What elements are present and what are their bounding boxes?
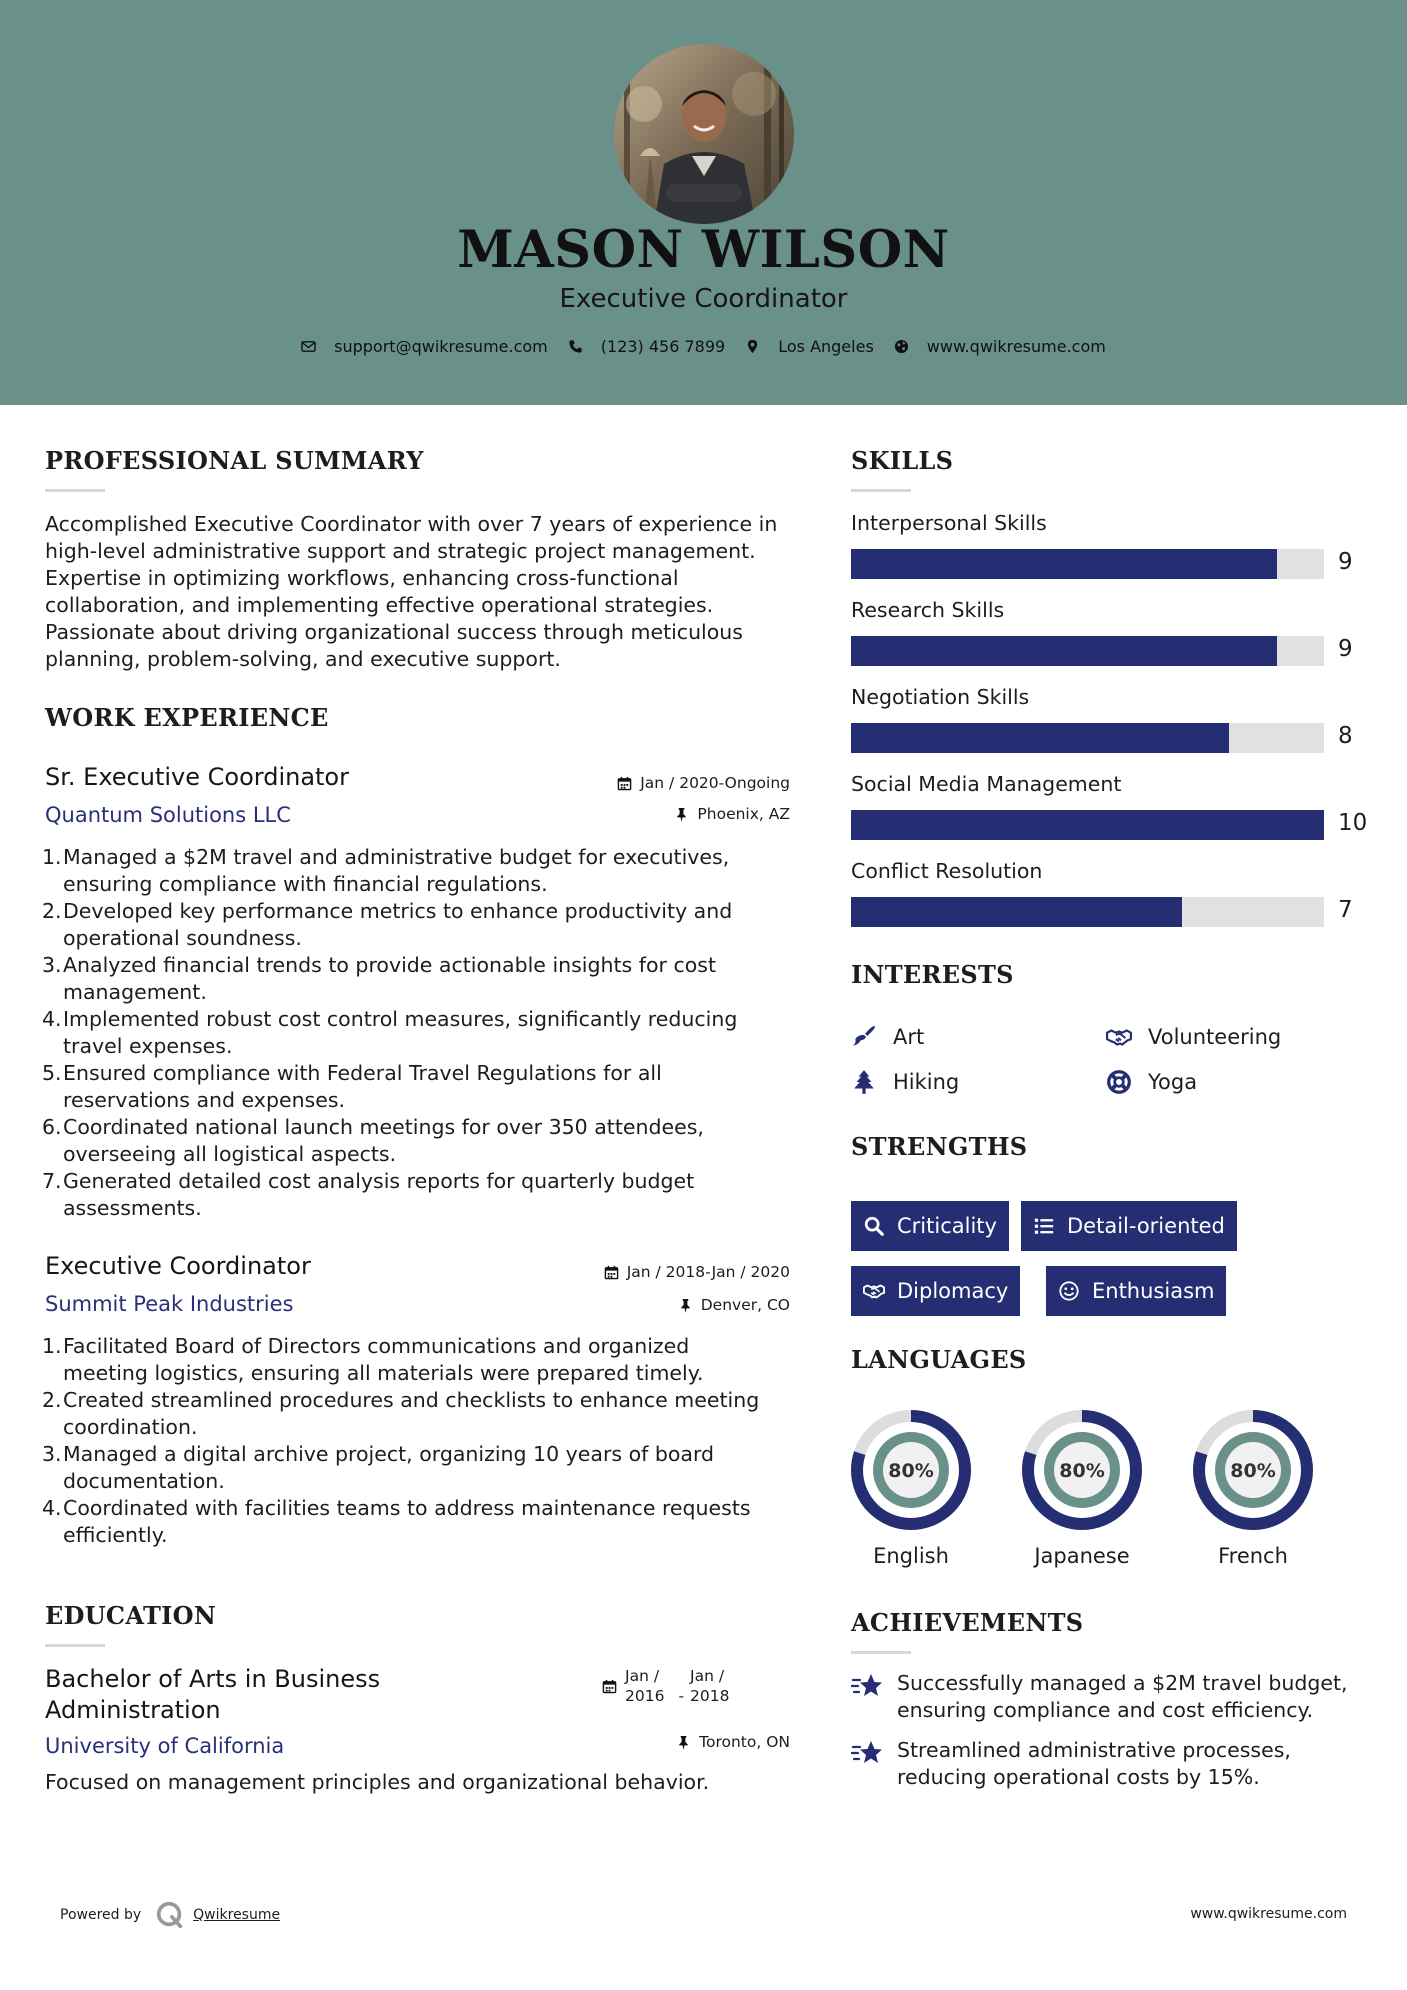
map-pin-icon bbox=[745, 339, 760, 354]
skill-value: 10 bbox=[1338, 810, 1368, 836]
summary-line: collaboration, and implementing effective operational strategies. bbox=[45, 593, 714, 617]
job-company: Quantum Solutions LLC bbox=[45, 803, 291, 827]
language-name: Japanese bbox=[1034, 1544, 1130, 1568]
list-line: management. bbox=[63, 980, 207, 1004]
education-location-text: Toronto, ON bbox=[699, 1733, 790, 1751]
strength-chip-criticality bbox=[851, 1201, 1009, 1251]
date-line: 2016 bbox=[625, 1687, 665, 1705]
summary-line: planning, problem-solving, and executive support. bbox=[45, 647, 561, 671]
contact-row bbox=[0, 337, 1407, 356]
degree-line: Administration bbox=[45, 1696, 221, 1724]
handshake-icon bbox=[1106, 1024, 1132, 1050]
achievements-divider bbox=[851, 1651, 911, 1654]
job-company: Summit Peak Industries bbox=[45, 1292, 294, 1316]
interest-yoga bbox=[1106, 1069, 1197, 1095]
skill-bar-fill bbox=[851, 636, 1277, 666]
list-line: Ensured compliance with Federal Travel Regulations for all bbox=[63, 1061, 662, 1085]
interests-heading: INTERESTS bbox=[851, 960, 1014, 989]
interest-label: Hiking bbox=[893, 1070, 960, 1094]
list-line: Managed a $2M travel and administrative budget for executives, bbox=[63, 845, 730, 869]
interest-volunteering bbox=[1106, 1024, 1281, 1050]
interest-label: Volunteering bbox=[1148, 1025, 1282, 1049]
list-item bbox=[42, 1495, 759, 1549]
list-line: Managed a digital archive project, organizing 10 years of board bbox=[63, 1442, 715, 1466]
qwikresume-link[interactable]: Qwikresume bbox=[193, 1907, 281, 1923]
list-item bbox=[42, 1114, 737, 1168]
list-number: 1. bbox=[42, 1334, 62, 1358]
list-item bbox=[42, 844, 737, 898]
achievement-line: Streamlined administrative processes, bbox=[897, 1738, 1291, 1762]
list-number: 4. bbox=[42, 1007, 62, 1031]
education-start bbox=[625, 1666, 664, 1706]
summary-heading: PROFESSIONAL SUMMARY bbox=[45, 446, 424, 475]
skill-label: Social Media Management bbox=[851, 772, 1122, 796]
list-line: Implemented robust cost control measures, significantly reducing bbox=[63, 1007, 738, 1031]
strength-label: Criticality bbox=[897, 1214, 997, 1238]
candidate-title: Executive Coordinator bbox=[559, 284, 848, 314]
education-divider bbox=[45, 1644, 105, 1647]
degree-title bbox=[45, 1664, 380, 1726]
calendar-icon bbox=[617, 776, 632, 791]
envelope-icon bbox=[301, 339, 316, 354]
date-separator: - bbox=[678, 1687, 685, 1705]
list-line: Analyzed financial trends to provide actionable insights for cost bbox=[63, 953, 716, 977]
list-line: Coordinated national launch meetings for over 350 attendees, bbox=[63, 1115, 704, 1139]
interest-art bbox=[851, 1024, 924, 1050]
list-line: assessments. bbox=[63, 1196, 202, 1220]
summary-line: Accomplished Executive Coordinator with over 7 years of experience in bbox=[45, 512, 778, 536]
language-item bbox=[1020, 1408, 1144, 1568]
list-line: Coordinated with facilities teams to address maintenance requests bbox=[63, 1496, 751, 1520]
skill-label: Conflict Resolution bbox=[851, 859, 1043, 883]
qwikresume-logo-icon bbox=[155, 1900, 185, 1930]
list-line: ensuring compliance with financial regulations. bbox=[63, 872, 548, 896]
list-line: Generated detailed cost analysis reports for quarterly budget bbox=[63, 1169, 695, 1193]
contact-website[interactable] bbox=[894, 337, 1106, 356]
skill-value: 9 bbox=[1338, 636, 1353, 662]
job-dates bbox=[604, 1263, 790, 1281]
list-line: Developed key performance metrics to enhance productivity and bbox=[63, 899, 733, 923]
school-name: University of California bbox=[45, 1734, 285, 1758]
skill-bar-track bbox=[851, 549, 1324, 579]
powered-by-label: Powered by bbox=[60, 1907, 142, 1923]
achievement-line: ensuring compliance and cost efficiency. bbox=[897, 1698, 1314, 1722]
star-medal-icon bbox=[851, 1670, 883, 1702]
list-item bbox=[42, 1333, 759, 1387]
candidate-name: MASON WILSON bbox=[457, 220, 950, 280]
language-progress-ring bbox=[849, 1408, 973, 1532]
strengths-heading: STRENGTHS bbox=[851, 1132, 1028, 1161]
job-role: Sr. Executive Coordinator bbox=[45, 763, 349, 791]
skills-divider bbox=[851, 489, 911, 492]
language-progress-ring bbox=[1191, 1408, 1315, 1532]
list-icon bbox=[1033, 1215, 1055, 1237]
list-line: Facilitated Board of Directors communications and organized bbox=[63, 1334, 690, 1358]
list-line: documentation. bbox=[63, 1469, 225, 1493]
lifering-icon bbox=[1106, 1069, 1132, 1095]
list-item bbox=[42, 1387, 760, 1441]
job-location-text: Denver, CO bbox=[700, 1296, 790, 1314]
skills-heading: SKILLS bbox=[851, 446, 954, 475]
skill-value: 7 bbox=[1338, 897, 1353, 923]
pushpin-icon bbox=[678, 1298, 693, 1313]
summary-line: Expertise in optimizing workflows, enhancing cross-functional bbox=[45, 566, 679, 590]
list-line: overseeing all logistical aspects. bbox=[63, 1142, 397, 1166]
list-item bbox=[42, 952, 737, 1006]
language-progress-ring bbox=[1020, 1408, 1144, 1532]
contact-email[interactable] bbox=[301, 337, 548, 356]
pushpin-icon bbox=[676, 1735, 691, 1750]
skill-bar-fill bbox=[851, 897, 1182, 927]
profile-photo-image bbox=[614, 44, 794, 224]
list-number: 6. bbox=[42, 1115, 62, 1139]
list-item bbox=[42, 1168, 737, 1222]
contact-phone-text: (123) 456 7899 bbox=[600, 337, 726, 356]
list-line: reservations and expenses. bbox=[63, 1088, 346, 1112]
summary-line: Passionate about driving organizational success through meticulous bbox=[45, 620, 743, 644]
list-line: travel expenses. bbox=[63, 1034, 233, 1058]
education-end bbox=[690, 1666, 729, 1706]
interest-label: Yoga bbox=[1148, 1070, 1198, 1094]
skill-bar-fill bbox=[851, 810, 1324, 840]
list-number: 2. bbox=[42, 899, 62, 923]
tree-icon bbox=[851, 1069, 877, 1095]
phone-icon bbox=[568, 339, 583, 354]
calendar-icon bbox=[604, 1265, 619, 1280]
list-line: meeting logistics, ensuring all materials were prepared timely. bbox=[63, 1361, 704, 1385]
job-role: Executive Coordinator bbox=[45, 1252, 311, 1280]
education-heading: EDUCATION bbox=[45, 1601, 217, 1630]
list-number: 2. bbox=[42, 1388, 62, 1412]
education-location bbox=[676, 1733, 790, 1751]
summary-line: high-level administrative support and strategic project management. bbox=[45, 539, 756, 563]
date-line: 2018 bbox=[690, 1687, 730, 1705]
interest-hiking bbox=[851, 1069, 959, 1095]
list-line: operational soundness. bbox=[63, 926, 302, 950]
skill-label: Negotiation Skills bbox=[851, 685, 1030, 709]
summary-text bbox=[45, 511, 777, 673]
job-location bbox=[678, 1296, 790, 1314]
language-percent: 80% bbox=[1230, 1460, 1276, 1482]
achievement-text bbox=[897, 1737, 1291, 1791]
pushpin-icon bbox=[674, 807, 689, 822]
achievement-text bbox=[897, 1670, 1348, 1724]
languages-heading: LANGUAGES bbox=[851, 1345, 1027, 1374]
summary-divider bbox=[45, 489, 105, 492]
skill-bar-track bbox=[851, 810, 1324, 840]
job-responsibilities bbox=[42, 844, 738, 1222]
list-number: 1. bbox=[42, 845, 62, 869]
education-description: Focused on management principles and organizational behavior. bbox=[45, 1770, 710, 1794]
skill-value: 9 bbox=[1338, 549, 1353, 575]
list-number: 4. bbox=[42, 1496, 62, 1520]
strength-label: Enthusiasm bbox=[1092, 1279, 1215, 1303]
strength-chip-diplomacy bbox=[851, 1266, 1020, 1316]
achievements-heading: ACHIEVEMENTS bbox=[851, 1608, 1084, 1637]
globe-icon bbox=[894, 339, 909, 354]
list-item bbox=[42, 1006, 738, 1060]
contact-email-text: support@qwikresume.com bbox=[334, 337, 548, 356]
paintbrush-icon bbox=[851, 1024, 877, 1050]
skill-bar-track bbox=[851, 897, 1324, 927]
list-line: Created streamlined procedures and checklists to enhance meeting bbox=[63, 1388, 760, 1412]
skill-bar-track bbox=[851, 636, 1324, 666]
list-number: 7. bbox=[42, 1169, 62, 1193]
star-medal-icon bbox=[851, 1737, 883, 1769]
strength-label: Detail-oriented bbox=[1067, 1214, 1225, 1238]
achievement-line: Successfully managed a $2M travel budget, bbox=[897, 1671, 1348, 1695]
contact-website-text: www.qwikresume.com bbox=[926, 337, 1106, 356]
profile-photo bbox=[614, 44, 794, 224]
skill-bar-track bbox=[851, 723, 1324, 753]
skill-bar-fill bbox=[851, 549, 1277, 579]
degree-line: Bachelor of Arts in Business bbox=[45, 1665, 381, 1693]
skill-value: 8 bbox=[1338, 723, 1353, 749]
list-item bbox=[42, 1060, 737, 1114]
smile-icon bbox=[1058, 1280, 1080, 1302]
resume-header bbox=[0, 0, 1407, 405]
achievement-item bbox=[851, 1737, 1291, 1791]
language-item bbox=[1191, 1408, 1315, 1568]
language-name: French bbox=[1218, 1544, 1288, 1568]
strength-label: Diplomacy bbox=[897, 1279, 1009, 1303]
job-responsibilities bbox=[42, 1333, 760, 1549]
list-item bbox=[42, 898, 737, 952]
skill-bar-fill bbox=[851, 723, 1229, 753]
language-name: English bbox=[873, 1544, 949, 1568]
handshake-icon bbox=[863, 1280, 885, 1302]
job-dates-text: Jan / 2018-Jan / 2020 bbox=[626, 1263, 790, 1281]
education-dates bbox=[602, 1666, 730, 1706]
search-icon bbox=[863, 1215, 885, 1237]
list-number: 5. bbox=[42, 1061, 62, 1085]
strength-chip-detail-oriented bbox=[1021, 1201, 1237, 1251]
calendar-icon bbox=[602, 1679, 617, 1694]
language-item bbox=[849, 1408, 973, 1568]
job-dates-text: Jan / 2020-Ongoing bbox=[640, 774, 790, 792]
date-line: Jan / bbox=[625, 1667, 660, 1685]
job-location bbox=[674, 805, 790, 823]
achievement-item bbox=[851, 1670, 1348, 1724]
job-dates bbox=[617, 774, 790, 792]
list-line: efficiently. bbox=[63, 1523, 168, 1547]
language-percent: 80% bbox=[888, 1460, 934, 1482]
list-line: coordination. bbox=[63, 1415, 198, 1439]
list-number: 3. bbox=[42, 1442, 62, 1466]
strength-chip-enthusiasm bbox=[1046, 1266, 1226, 1316]
skill-label: Interpersonal Skills bbox=[851, 511, 1047, 535]
list-item bbox=[42, 1441, 759, 1495]
footer-website[interactable]: www.qwikresume.com bbox=[1190, 1906, 1347, 1922]
skill-label: Research Skills bbox=[851, 598, 1005, 622]
date-line: Jan / bbox=[690, 1667, 725, 1685]
achievement-line: reducing operational costs by 15%. bbox=[897, 1765, 1260, 1789]
contact-location bbox=[745, 337, 874, 356]
job-location-text: Phoenix, AZ bbox=[697, 805, 790, 823]
language-percent: 80% bbox=[1059, 1460, 1105, 1482]
experience-heading: WORK EXPERIENCE bbox=[45, 703, 329, 732]
interest-label: Art bbox=[893, 1025, 925, 1049]
contact-location-text: Los Angeles bbox=[778, 337, 874, 356]
footer-powered-by bbox=[60, 1900, 280, 1930]
contact-phone[interactable] bbox=[568, 337, 725, 356]
list-number: 3. bbox=[42, 953, 62, 977]
